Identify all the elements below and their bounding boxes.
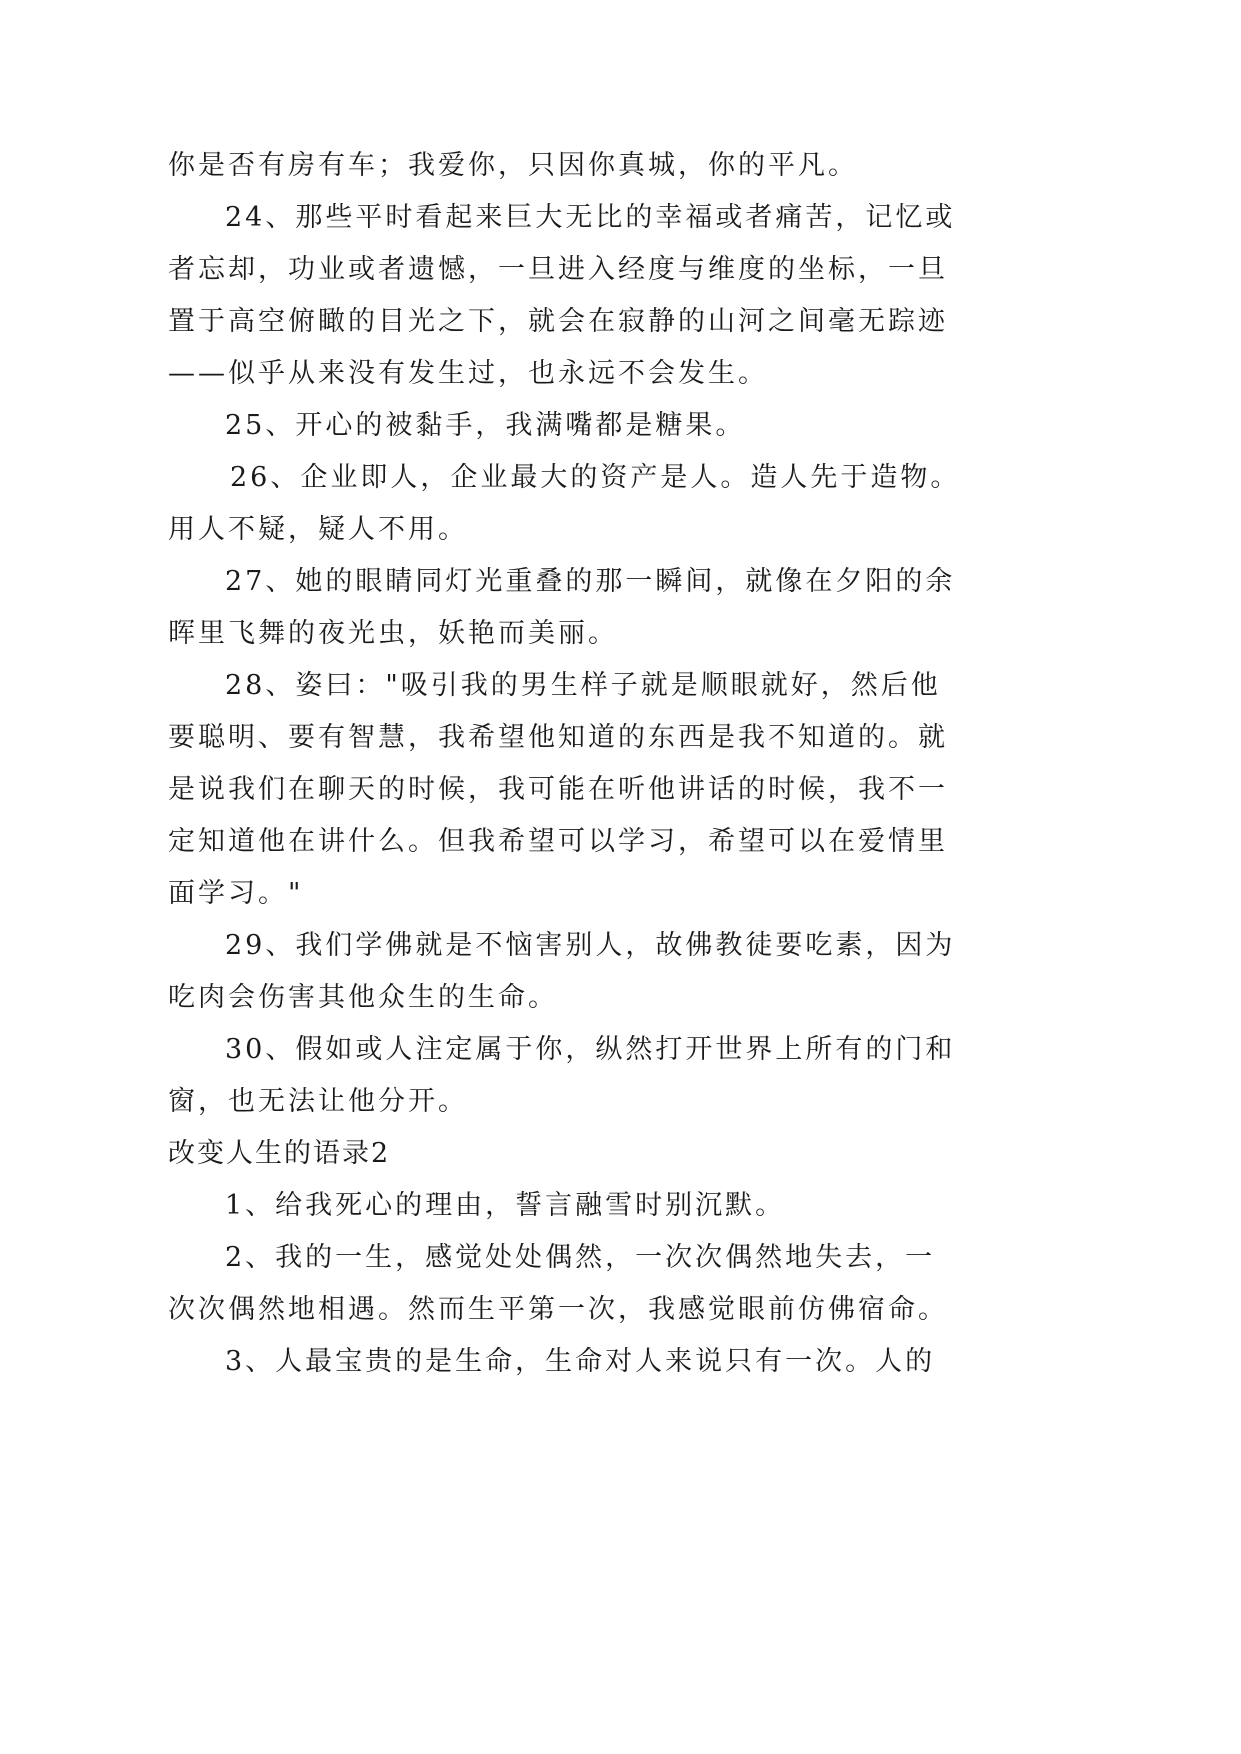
quote-27-line: 27、她的眼睛同灯光重叠的那一瞬间，就像在夕阳的余 xyxy=(225,566,956,597)
quote-26-line: 26、企业即人，企业最大的资产是人。造人先于造物。 xyxy=(230,462,961,493)
quote-24-line: 置于高空俯瞰的目光之下，就会在寂静的山河之间毫无踪迹 xyxy=(168,306,948,337)
document-body xyxy=(168,140,961,1388)
quote-28-line: 28、姿曰："吸引我的男生样子就是顺眼就好，然后他 xyxy=(225,670,941,701)
quote-30-line: 30、假如或人注定属于你，纵然打开世界上所有的门和 xyxy=(225,1034,956,1065)
quote-24-line: 者忘却，功业或者遗憾，一旦进入经度与维度的坐标，一旦 xyxy=(168,254,948,285)
quote-25-line: 25、开心的被黏手，我满嘴都是糖果。 xyxy=(225,410,746,441)
quote-2-line: 次次偶然地相遇。然而生平第一次，我感觉眼前仿佛宿命。 xyxy=(168,1294,948,1325)
quote-2-line: 2、我的一生，感觉处处偶然，一次次偶然地失去，一 xyxy=(225,1242,936,1273)
quote-29-line: 29、我们学佛就是不恼害别人，故佛教徒要吃素，因为 xyxy=(225,930,956,961)
quote-29-line: 吃肉会伤害其他众生的生命。 xyxy=(168,982,558,1013)
quote-24-line: 24、那些平时看起来巨大无比的幸福或者痛苦，记忆或 xyxy=(225,202,956,233)
section-heading: 改变人生的语录2 xyxy=(168,1138,391,1169)
quote-28-line: 定知道他在讲什么。但我希望可以学习，希望可以在爱情里 xyxy=(168,826,948,857)
quote-24-line: ——似乎从来没有发生过，也永远不会发生。 xyxy=(168,358,768,389)
quote-26-line: 用人不疑，疑人不用。 xyxy=(168,514,468,545)
text-line: 你是否有房有车；我爱你，只因你真城，你的平凡。 xyxy=(168,150,858,181)
quote-3-line: 3、人最宝贵的是生命，生命对人来说只有一次。人的 xyxy=(225,1346,936,1377)
quote-30-line: 窗，也无法让他分开。 xyxy=(168,1086,468,1117)
quote-27-line: 晖里飞舞的夜光虫，妖艳而美丽。 xyxy=(168,618,618,649)
quote-28-line: 是说我们在聊天的时候，我可能在听他讲话的时候，我不一 xyxy=(168,774,948,805)
quote-1-line: 1、给我死心的理由，誓言融雪时别沉默。 xyxy=(225,1190,786,1221)
quote-28-line: 面学习。" xyxy=(168,878,304,909)
quote-28-line: 要聪明、要有智慧，我希望他知道的东西是我不知道的。就 xyxy=(168,722,948,753)
